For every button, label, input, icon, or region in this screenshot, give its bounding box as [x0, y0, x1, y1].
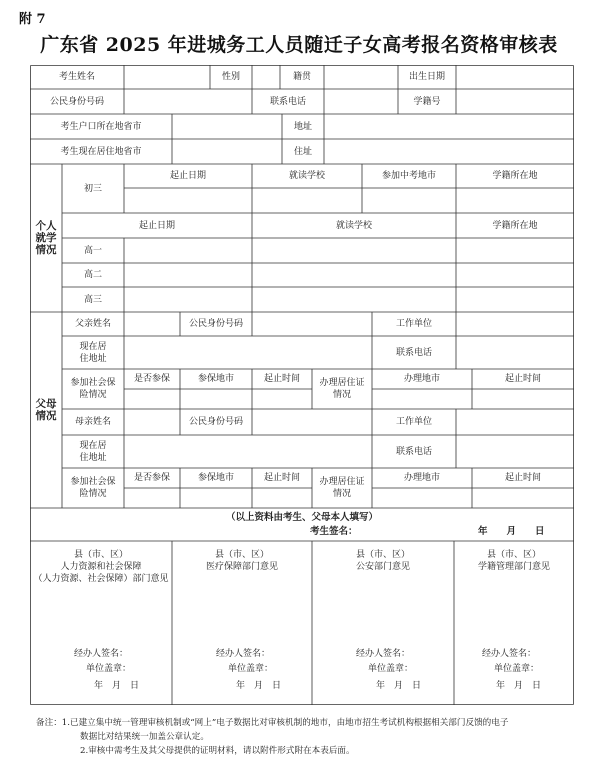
approval-agent-sign: 经办人签名：: [482, 648, 537, 659]
hukou-city-field[interactable]: [172, 114, 282, 139]
junior-grade-label: 初三: [83, 183, 102, 194]
student-sign-date: 年 月 日: [478, 526, 545, 537]
id-number-label: 公民身份号码: [49, 96, 104, 107]
father-residence-field[interactable]: [124, 336, 372, 369]
approval-unit-seal: 单位盖章：: [86, 663, 132, 674]
senior-row-label: 高一: [83, 245, 102, 256]
note-line: 2.审核中需考生及其父母提供的证明材料，请以附件形式附在本表后面。: [80, 746, 355, 756]
residence-address-label: 住址: [293, 146, 312, 157]
self-fill-note: （以上资料由考生、父母本人填写）: [225, 512, 378, 523]
approval-date: 年 月 日: [496, 680, 542, 691]
study-section-label: 个人就学情况: [35, 220, 57, 256]
father-phone-field[interactable]: [456, 336, 574, 369]
approval-title-police: 县（市、区） 公安部门意见: [355, 550, 410, 572]
application-form-table: [30, 65, 574, 705]
mother-id-label: 公民身份号码: [188, 417, 243, 427]
father-permit-label: 办理居住证情况: [319, 378, 365, 400]
father-permit-city-header: 办理地市: [403, 374, 440, 384]
residence-city-label: 考生现在居住地省市: [60, 146, 142, 157]
id-number-field[interactable]: [124, 89, 252, 114]
native-place-label: 籍贯: [292, 72, 311, 82]
hukou-city-label: 考生户口所在地省市: [60, 121, 142, 132]
senior-row-label: 高二: [83, 270, 102, 280]
mother-period-header: 起止时间: [263, 473, 300, 483]
approval-date: 年 月 日: [236, 680, 282, 691]
father-work-label: 工作单位: [395, 319, 432, 329]
approval-agent-sign: 经办人签名：: [74, 648, 129, 659]
approval-agent-sign: 经办人签名：: [216, 648, 271, 659]
mother-name-field[interactable]: [124, 409, 180, 435]
approval-unit-seal: 单位盖章：: [494, 663, 540, 674]
hukou-address-label: 地址: [293, 121, 312, 132]
residence-address-field[interactable]: [324, 139, 574, 164]
father-insured-city-header: 参保地市: [197, 374, 234, 384]
name-field[interactable]: [124, 65, 210, 89]
father-residence-label: 现在居住地址: [79, 341, 107, 364]
birthdate-field[interactable]: [456, 65, 574, 89]
approval-agent-sign: 经办人签名：: [356, 648, 411, 659]
approval-date: 年 月 日: [376, 680, 422, 691]
native-place-field[interactable]: [324, 65, 398, 89]
father-name-label: 父亲姓名: [74, 319, 111, 329]
mother-work-label: 工作单位: [395, 417, 432, 427]
birthdate-label: 出生日期: [408, 72, 445, 82]
mother-id-field[interactable]: [252, 409, 372, 435]
student-number-label: 学籍号: [413, 96, 441, 107]
mother-phone-label: 联系电话: [395, 446, 432, 457]
approval-unit-seal: 单位盖章：: [368, 663, 414, 674]
junior-header-school: 就读学校: [288, 171, 325, 181]
appendix-label: 附 7: [19, 12, 46, 27]
father-phone-label: 联系电话: [395, 347, 432, 358]
senior-header-school: 就读学校: [335, 220, 372, 231]
mother-residence-label: 现在居住地址: [79, 440, 107, 463]
senior-header-registry: 学籍所在地: [492, 220, 538, 231]
mother-insurance-label: 参加社会保险情况: [70, 477, 116, 499]
form-title: 广东省 2025 年进城务工人员随迁子女高考报名资格审核表: [40, 34, 558, 56]
mother-insured-header: 是否参保: [133, 473, 170, 483]
mother-residence-field[interactable]: [124, 435, 372, 468]
mother-name-label: 母亲姓名: [74, 417, 111, 427]
phone-label: 联系电话: [269, 96, 306, 107]
gender-label: 性别: [221, 72, 240, 82]
approval-title-medical: 县（市、区） 医疗保障部门意见: [205, 550, 278, 572]
student-number-field[interactable]: [456, 89, 574, 114]
mother-permit-city-header: 办理地市: [403, 473, 440, 483]
name-label: 考生姓名: [58, 72, 95, 82]
senior-row-label: 高三: [83, 294, 102, 305]
mother-phone-field[interactable]: [456, 435, 574, 468]
approval-unit-seal: 单位盖章：: [228, 663, 274, 674]
father-insurance-label: 参加社会保险情况: [70, 378, 116, 400]
approval-title-hr: 县（市、区） 人力资源和社会保障 （人力资源、社会保障）部门意见: [33, 550, 169, 584]
father-insured-header: 是否参保: [133, 374, 170, 384]
note-line: 数据比对结果统一加盖公章认定。: [80, 732, 209, 742]
phone-field[interactable]: [324, 89, 398, 114]
mother-insured-city-header: 参保地市: [197, 473, 234, 483]
father-id-field[interactable]: [252, 312, 372, 336]
mother-permit-period-header: 起止时间: [504, 473, 541, 483]
form-notes: [36, 716, 596, 758]
approval-date: 年 月 日: [94, 680, 140, 691]
senior-header-period: 起止日期: [138, 220, 175, 231]
father-permit-period-header: 起止时间: [504, 374, 541, 384]
father-id-label: 公民身份号码: [188, 319, 243, 329]
junior-header-registry: 学籍所在地: [492, 171, 538, 181]
father-name-field[interactable]: [124, 312, 180, 336]
junior-header-period: 起止日期: [169, 171, 206, 181]
student-sign-label: 考生签名：: [310, 526, 358, 537]
residence-city-field[interactable]: [172, 139, 282, 164]
father-period-header: 起止时间: [263, 374, 300, 384]
hukou-address-field[interactable]: [324, 114, 574, 139]
gender-field[interactable]: [252, 65, 280, 89]
approval-title-registry: 县（市、区） 学籍管理部门意见: [477, 550, 550, 572]
father-work-field[interactable]: [456, 312, 574, 336]
parents-section-label: 父母情况: [35, 398, 57, 422]
junior-header-exam-city: 参加中考地市: [381, 171, 436, 181]
mother-permit-label: 办理居住证情况: [319, 477, 365, 499]
note-line: 备注：1.已建立集中统一管理审核机制或“网上”电子数据比对审核机制的地市，由地市招生考试机构根据相关部门反馈的电子: [36, 718, 509, 728]
mother-work-field[interactable]: [456, 409, 574, 435]
